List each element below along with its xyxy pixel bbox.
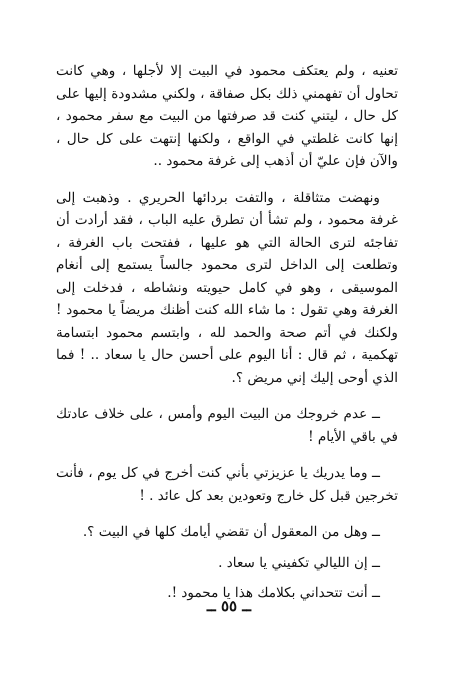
paragraph-1: تعنيه ، ولم يعتكف محمود في البيت إلا لأجلها ، وهي كانت تحاول أن تفهمني ذلك بكل صفاقة ، ولكني مشدودة إليها على كل حال ، ليتني كنت قد صرفتها من البيت مع سفر محمود ، إنها كانت غلطتي في الواقع ، ولكنها إنتهت على كل حال ، والآن فإن عليّ أن أذهب إلى غرفة محمود .. [56,63,398,169]
dialogue-line-1: ــ عدم خروجك من البيت اليوم وأمس ، على خلاف عادتك في باقي الأيام ! [56,406,398,445]
body-text [56,60,398,605]
dialogue-line-4: ــ إن الليالي تكفيني يا سعاد . [218,554,380,571]
dialogue-line-2: ــ وما يدريك يا عزيزتي بأني كنت أخرج في كل يوم ، فأنت تخرجين قبل كل خارج وتعودين بعد كل عائد . ! [56,465,398,504]
paragraph-2: ونهضت متثاقلة ، والتفت بردائها الحريري . وذهبت إلى غرفة محمود ، ولم تشأ أن تطرق عليه الباب ، فقد أرادت أن تفاجئه لترى الحالة التي هو عليها ، ففتحت باب الغرفة ، وتطلعت إلى الداخل لترى محمود جالساً يستمع إلى أنغام الموسيقى ، وهو في كامل حيويته ونشاطه ، فدخلت إلى الغرفة وهي تقول : ما شاء الله كنت أظنك مريضاً يا محمود ! ولكنك في أتم صحة والحمد لله ، وابتسم محمود ابتسامة تهكمية ، ثم قال : أنا اليوم على أحسن حال يا سعاد .. ! فما الذي أوحى إليك إني مريض ؟. [56,189,398,386]
dialogue-line-3: ــ وهل من المعقول أن تقضي أيامك كلها في البيت ؟. [82,524,380,540]
dialogue-line-5: ــ أنت تتحداني بكلامك هذا يا محمود !. [167,585,380,601]
page-number: ــ ٥٥ ــ [206,597,252,615]
